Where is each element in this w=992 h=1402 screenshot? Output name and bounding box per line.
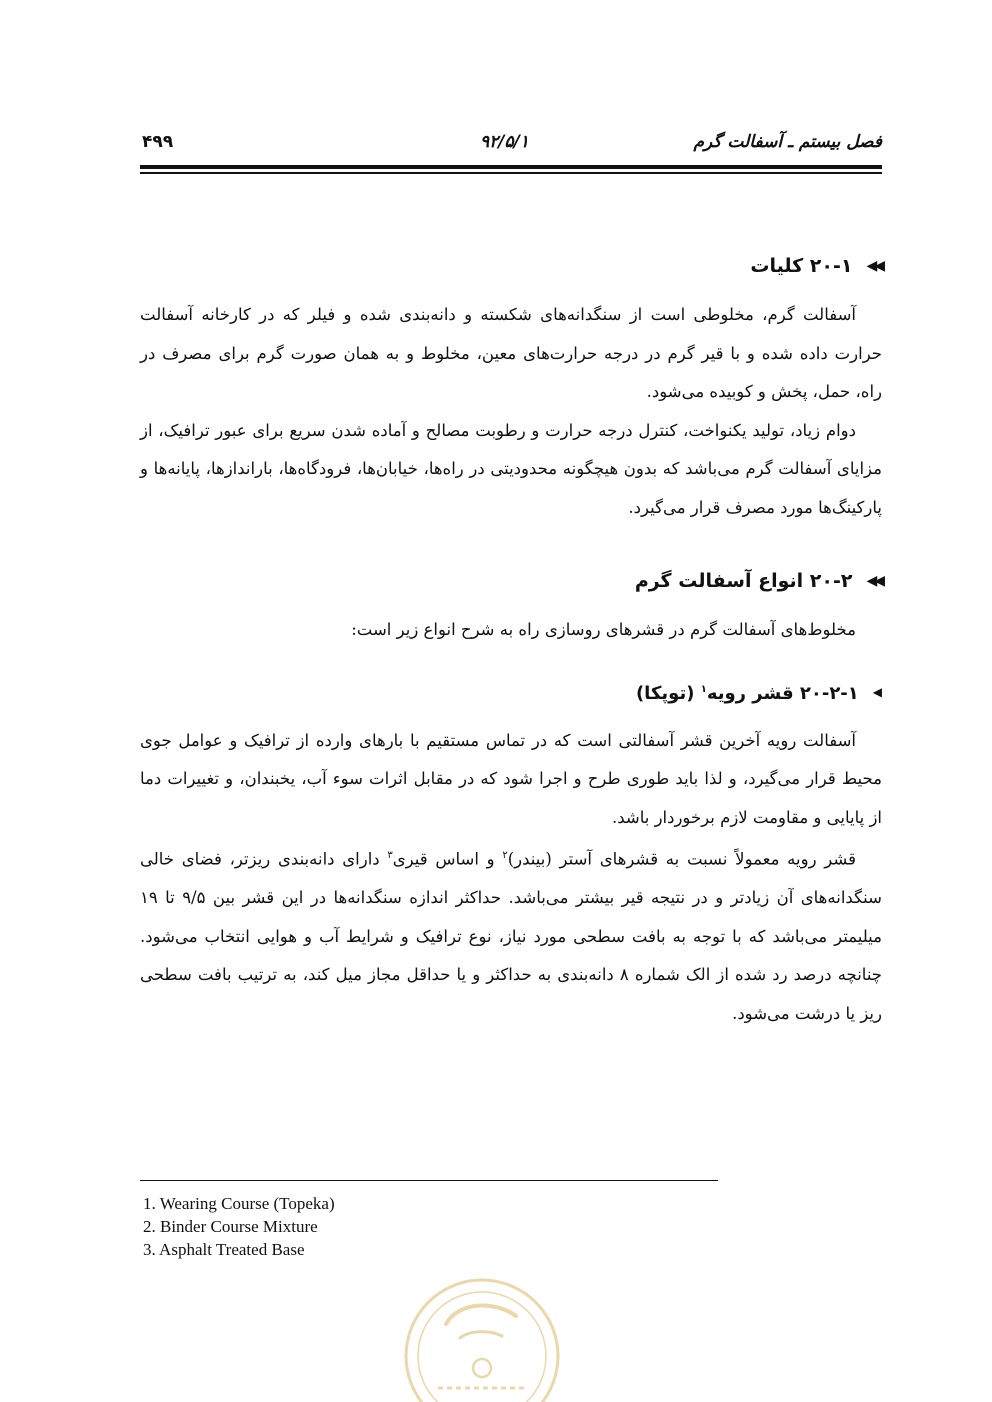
footnote-item: 2. Binder Course Mixture [143, 1217, 318, 1236]
watermark-seal-icon [398, 1272, 566, 1402]
paragraph: دوام زیاد، تولید یکنواخت، کنترل درجه حرارت و رطوبت مصالح و آماده شدن سریع برای عبور ترافیک، از مزایای آسفالت گرم می‌باشد که بدون هیچگونه محدودیتی در راه‌ها، خیابان‌ها، فرودگاه‌ها، باراندازها، پایانه‌ها و پارکینگ‌ها مورد مصرف قرار می‌گیرد. [140, 420, 882, 517]
subsection-heading-wearing-course [140, 672, 882, 712]
section-heading-types [140, 563, 882, 599]
paragraph: مخلوط‌های آسفالت گرم در قشرهای روسازی راه به شرح انواع زیر است: [351, 620, 856, 639]
double-arrow-icon: ◀◀ [866, 573, 882, 589]
chapter-title: فصل بیستم ـ آسفالت گرم [693, 132, 882, 152]
arrow-icon: ◀ [872, 684, 882, 699]
footnote-ref-3: ۳ [387, 850, 393, 861]
section-heading-general [140, 248, 882, 284]
page-header [140, 128, 882, 160]
double-arrow-icon: ◀◀ [866, 258, 882, 274]
paragraph: آسفالت رویه آخرین قشر آسفالتی است که در تماس مستقیم با بارهای وارده از ترافیک و عوامل جوی محیط قرار می‌گیرد، و لذا باید طوری طرح و اجرا شود که در مقابل اثرات سوء آب، یخبندان، و تغییرات دما از پایایی و مقاومت لازم برخوردار باشد. [140, 730, 882, 827]
footnote-ref-2: ۲ [502, 850, 508, 861]
footnotes [143, 1192, 335, 1261]
footnote-item: 1. Wearing Course (Topeka) [143, 1194, 335, 1213]
page-content [140, 248, 882, 1033]
page-number: ۴۹۹ [142, 132, 174, 152]
header-rule-thin [140, 172, 882, 174]
footnote-ref-1: ۱ [700, 683, 707, 695]
footnote-item: 3. Asphalt Treated Base [143, 1240, 305, 1259]
section-heading-text: ۲۰-۲ انواع آسفالت گرم [634, 570, 853, 592]
spacer [140, 527, 882, 563]
section-heading-text: ۲۰-۱ کلیات [750, 255, 853, 277]
header-rule-thick [140, 165, 882, 169]
paragraph: آسفالت گرم، مخلوطی است از سنگدانه‌های شکسته و دانه‌بندی شده و فیلر که در کارخانه آسفالت حرارت داده شده و با قیر گرم در درجه حرارت‌های معین، مخلوط و به همان صورت گرم برای مصرف در راه، حمل، پخش و کوبیده می‌شود. [140, 305, 882, 401]
spacer [140, 650, 882, 672]
header-date: ۹۲/۵/۱ [480, 132, 529, 152]
footnote-rule [140, 1180, 718, 1181]
subsection-heading-text: ۲۰-۲-۱ قشر رویه$^۱$ (توپکا) [635, 682, 859, 704]
paragraph: قشر رویه معمولاً نسبت به قشرهای آستر (بیندر)$^۲$ و اساس قیری$^۳$ دارای دانه‌بندی ریزتر، فضای خالی سنگدانه‌های آن زیادتر و در نتیجه قیر بیشتر می‌باشد. حداکثر اندازه سنگدانه‌ها در این قشر بین ۹/۵ تا ۱۹ میلیمتر می‌باشد که با توجه به بافت سطحی مورد نیاز، نوع ترافیک و شرایط آب و هوایی انتخاب می‌شود. چنانچه درصد رد شده از الک شماره ۸ دانه‌بندی به حداکثر و یا حداقل مجاز میل کند، به ترتیب بافت سطحی ریز یا درشت می‌شود. [140, 849, 882, 1023]
